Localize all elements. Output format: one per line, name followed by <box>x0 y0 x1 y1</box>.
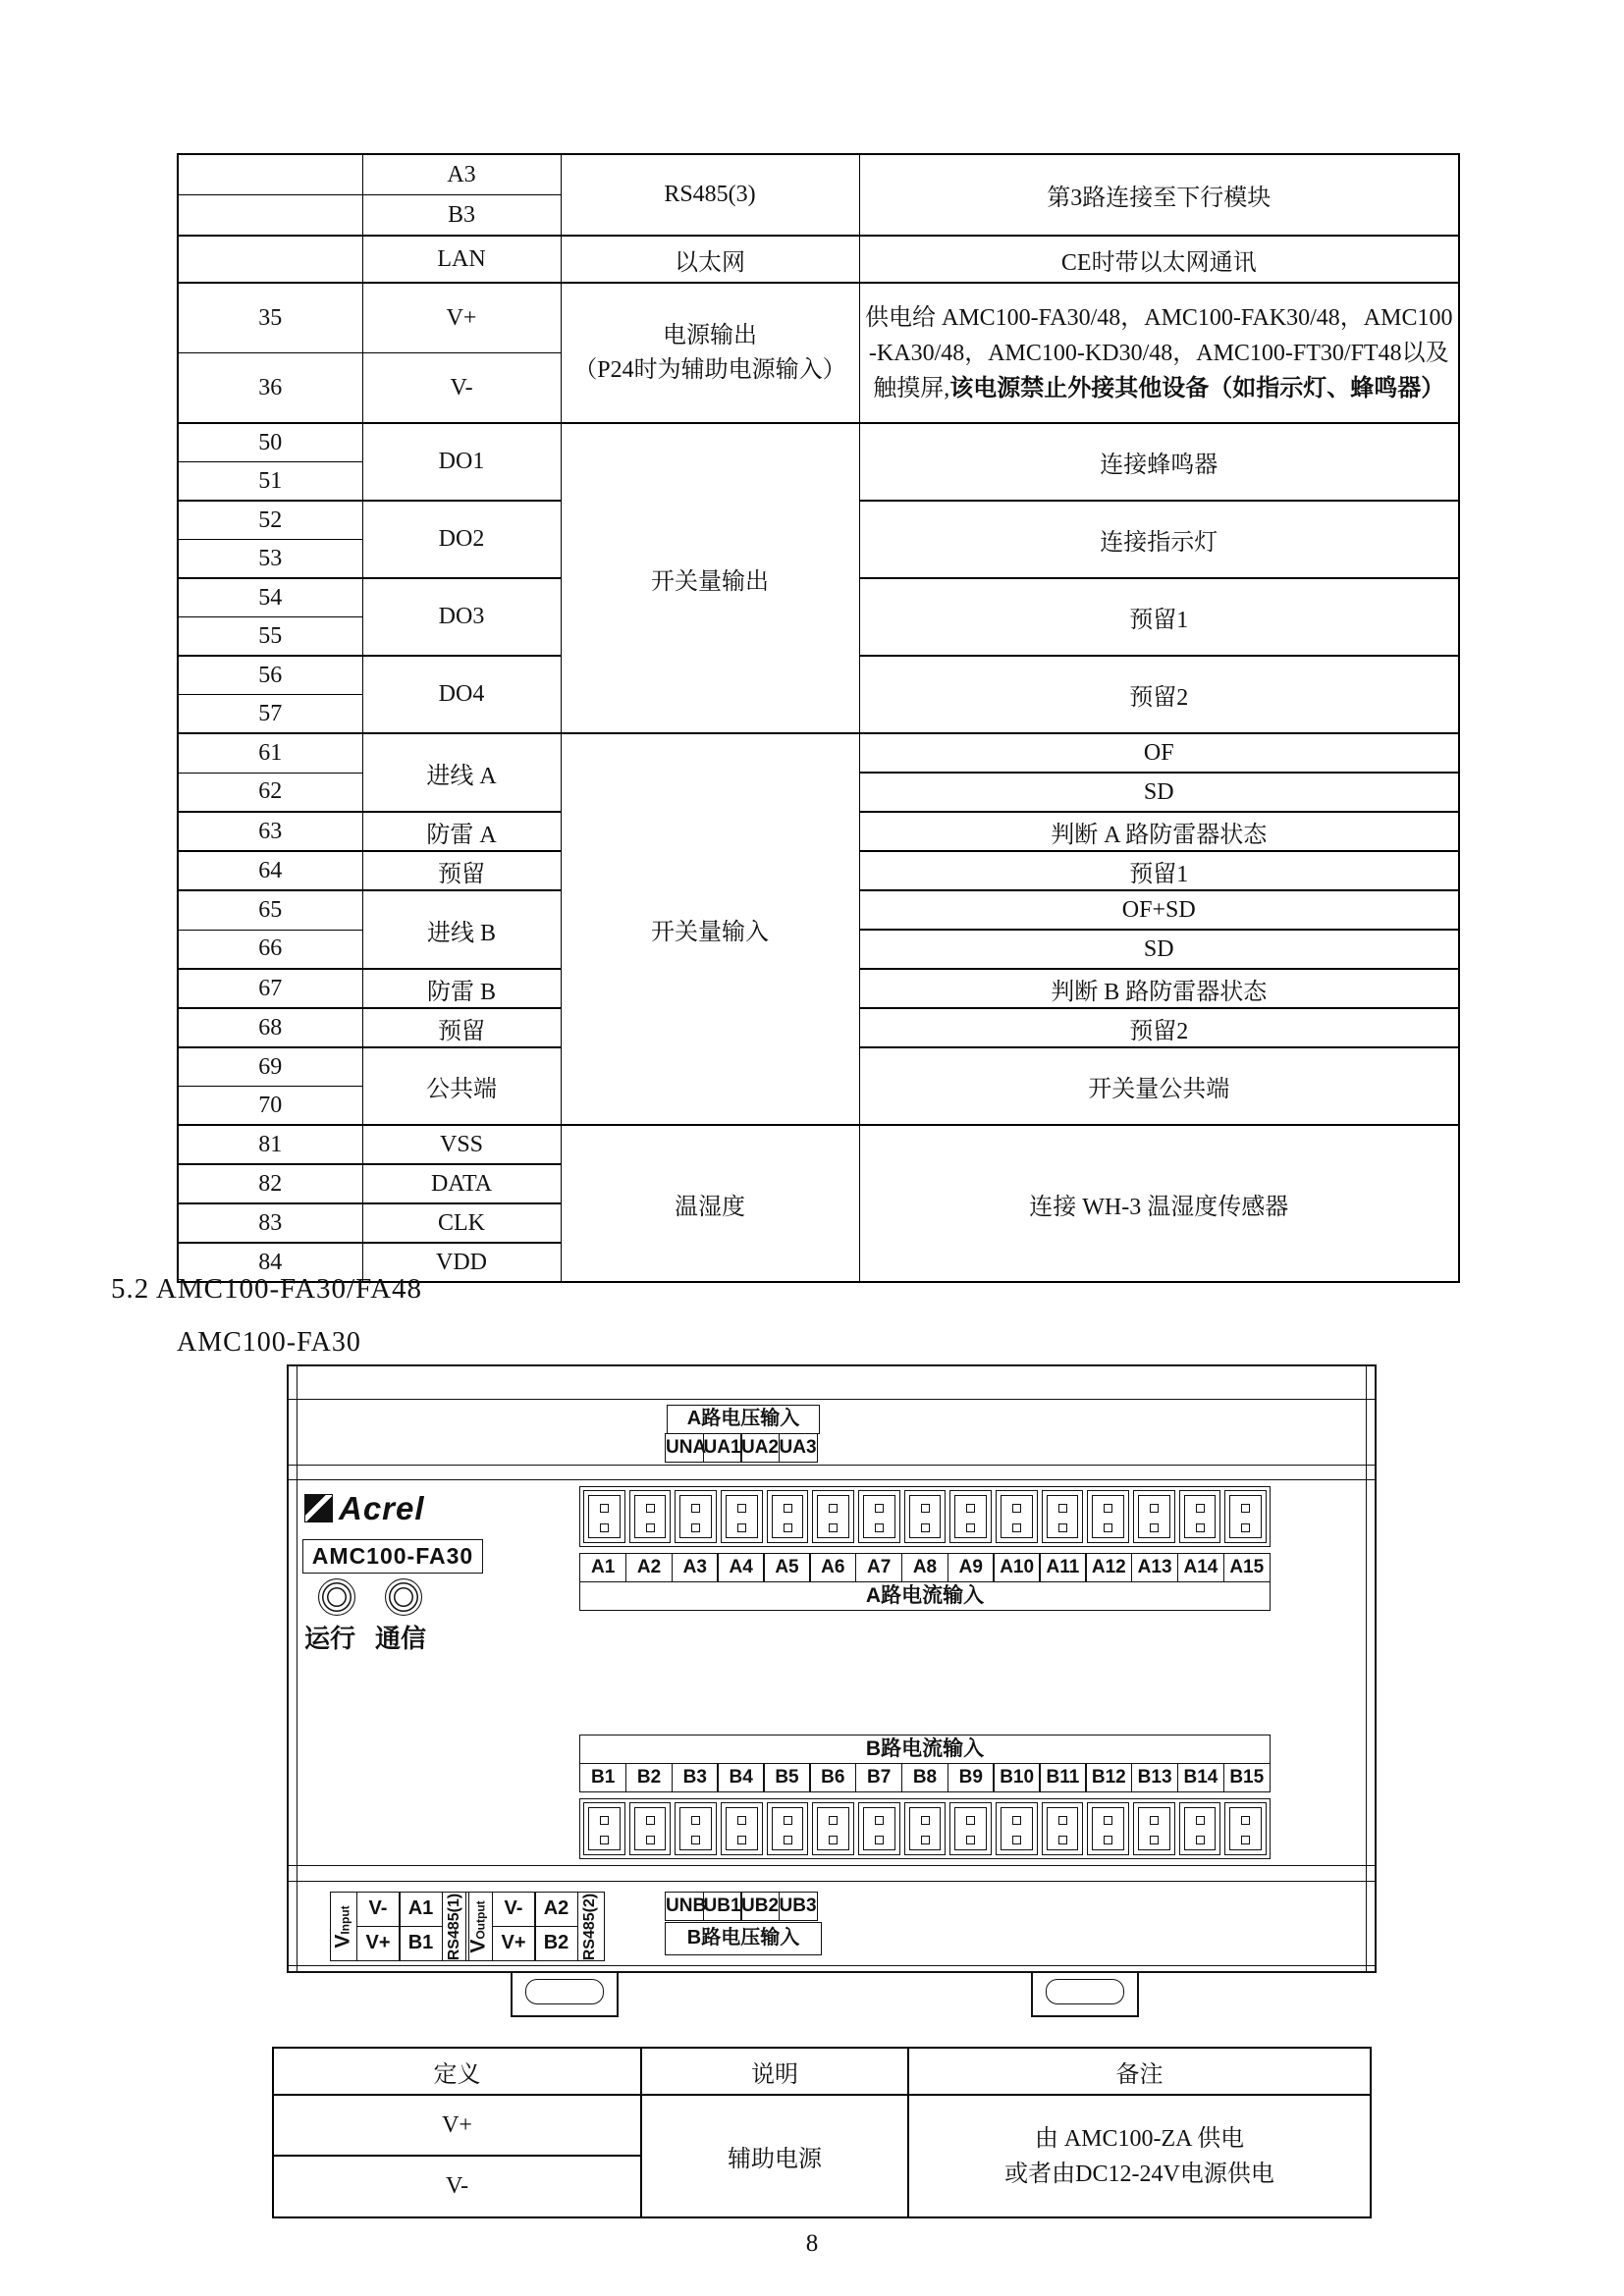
pin-name-cell: 温湿度 <box>561 1125 859 1282</box>
pin-num-cell: 66 <box>178 930 362 969</box>
terminal-label: B14 <box>1177 1763 1224 1792</box>
pin-remark-cell: 连接指示灯 <box>859 501 1459 578</box>
terminal-label: B10 <box>993 1763 1040 1792</box>
pin-num-cell: 67 <box>178 969 362 1008</box>
power-rs485-group-2 <box>465 1892 605 1961</box>
terminal-label: B9 <box>947 1763 995 1792</box>
terminal-label: A3 <box>672 1553 719 1582</box>
terminal-label: B4 <box>717 1763 764 1792</box>
mounting-tab <box>1031 1973 1139 2017</box>
pin-cell: DATA <box>362 1164 561 1203</box>
terminal-cell: UA2 <box>740 1433 780 1463</box>
pin-num-cell: 62 <box>178 773 362 812</box>
pin-num-cell: 65 <box>178 890 362 930</box>
plug-connector <box>1087 1802 1129 1855</box>
terminal-cell: UB3 <box>779 1892 818 1921</box>
pin-remark-cell: 连接蜂鸣器 <box>859 423 1459 501</box>
terminal-label: A1 <box>579 1553 626 1582</box>
pin-cell: V- <box>362 353 561 424</box>
a-voltage-terminals <box>665 1433 818 1463</box>
plug-connector <box>996 1490 1038 1543</box>
pin-num-cell: 81 <box>178 1125 362 1164</box>
pin-remark-cell: OF+SD <box>859 890 1459 930</box>
def-header: 定义 <box>273 2048 641 2095</box>
rs485-1-label: RS485(1) <box>442 1892 469 1961</box>
pin-cell: VSS <box>362 1125 561 1164</box>
frame-divider <box>289 1479 1375 1480</box>
pin-name-cell: 开关量输出 <box>561 423 859 733</box>
terminal-cell: UB1 <box>703 1892 742 1921</box>
remark-header: 备注 <box>908 2048 1371 2095</box>
pin-cell: VDD <box>362 1243 561 1282</box>
pin-cell: DO3 <box>362 578 561 656</box>
a-terminal-labels <box>579 1553 1271 1582</box>
plug-connector <box>949 1802 992 1855</box>
frame-divider <box>289 1865 1375 1866</box>
terminal-label: B2 <box>625 1763 673 1792</box>
pin-num-cell: 69 <box>178 1047 362 1087</box>
pin-cell: 预留 <box>362 1008 561 1047</box>
pin-num-cell: 61 <box>178 733 362 773</box>
page-number: 8 <box>805 2230 819 2257</box>
plug-connector <box>1133 1490 1175 1543</box>
terminal-definition-table <box>177 153 1460 1283</box>
pin-num-cell: 54 <box>178 578 362 617</box>
plug-connector <box>812 1490 854 1543</box>
pin-remark-cell: 判断 B 路防雷器状态 <box>859 969 1459 1008</box>
pin-remark-cell: 预留1 <box>859 851 1459 890</box>
pin-remark-cell: SD <box>859 930 1459 969</box>
pin-remark-cell: CE时带以太网通讯 <box>859 236 1459 283</box>
plug-connector <box>1179 1490 1221 1543</box>
plug-connector <box>1179 1802 1221 1855</box>
terminal-label: A5 <box>763 1553 810 1582</box>
plug-connector <box>583 1802 625 1855</box>
terminal-label: B1 <box>579 1763 626 1792</box>
pin-num-cell: 68 <box>178 1008 362 1047</box>
plug-connector <box>629 1802 672 1855</box>
plug-connector <box>721 1802 763 1855</box>
pin-num-cell: 50 <box>178 423 362 462</box>
terminal-label: A11 <box>1039 1553 1086 1582</box>
pin-num-cell: 64 <box>178 851 362 890</box>
plug-connector <box>767 1802 809 1855</box>
comm-led-label: 通信 <box>375 1624 427 1653</box>
pin-num-cell: 35 <box>178 283 362 353</box>
terminal-label: B7 <box>855 1763 902 1792</box>
pin-remark-cell: 预留2 <box>859 656 1459 733</box>
terminal-cell: UNB <box>665 1892 704 1921</box>
terminal-cell: V+ <box>356 1926 401 1961</box>
pin-remark-cell: 供电给 AMC100-FA30/48，AMC100-FAK30/48，AMC100-KA30/48，AMC100-KD30/48，AMC100-FT30/FT48以及触摸屏,该电源禁止外接其他设备（如指示灯、蜂鸣器） <box>859 283 1459 423</box>
pin-num-cell: 82 <box>178 1164 362 1203</box>
plug-connector <box>1087 1490 1129 1543</box>
plug-connector <box>1224 1490 1267 1543</box>
v-output-label: VOutput <box>465 1892 493 1961</box>
acrel-logo-icon <box>304 1494 333 1522</box>
section-heading: 5.2 AMC100-FA30/FA48 <box>111 1273 423 1305</box>
pin-num-cell: 53 <box>178 540 362 579</box>
pin-cell: 防雷 B <box>362 969 561 1008</box>
def-cell: V+ <box>273 2095 641 2156</box>
plug-connector <box>1224 1802 1267 1855</box>
mounting-slot <box>525 1979 604 2004</box>
plug-connector <box>1133 1802 1175 1855</box>
mounting-tab <box>511 1973 619 2017</box>
pin-num-cell: 57 <box>178 695 362 734</box>
frame-divider <box>289 1881 1375 1882</box>
pin-cell: 防雷 A <box>362 812 561 851</box>
pin-num-cell: 83 <box>178 1203 362 1243</box>
pin-name-cell: 开关量输入 <box>561 733 859 1125</box>
terminal-label: A2 <box>625 1553 673 1582</box>
terminal-label: B6 <box>809 1763 856 1792</box>
frame-divider <box>289 1965 1375 1966</box>
terminal-label: A12 <box>1085 1553 1132 1582</box>
terminal-label: A7 <box>855 1553 902 1582</box>
remark-cell: 由 AMC100-ZA 供电 或者由DC12-24V电源供电 <box>908 2095 1371 2217</box>
v-input-label: VInput <box>330 1892 357 1961</box>
power-rs485-group-1 <box>330 1892 469 1961</box>
plug-connector <box>1042 1490 1084 1543</box>
pin-cell: DO4 <box>362 656 561 733</box>
b-terminal-labels <box>579 1763 1271 1792</box>
pin-num-cell: 52 <box>178 501 362 540</box>
pin-remark-cell: 第3路连接至下行模块 <box>859 154 1459 236</box>
comm-led <box>385 1578 422 1616</box>
terminal-cell: V- <box>492 1892 536 1927</box>
terminal-cell: A1 <box>399 1892 443 1927</box>
pin-cell: DO1 <box>362 423 561 501</box>
def-cell: V- <box>273 2156 641 2217</box>
pin-remark-cell: 开关量公共端 <box>859 1047 1459 1125</box>
pin-cell: DO2 <box>362 501 561 578</box>
terminal-cell: B1 <box>399 1926 443 1961</box>
terminal-label: A8 <box>901 1553 948 1582</box>
terminal-label: B13 <box>1131 1763 1178 1792</box>
brand-name: Acrel <box>339 1490 425 1526</box>
pin-remark-cell: 连接 WH-3 温湿度传感器 <box>859 1125 1459 1282</box>
aux-power-definition-table <box>272 2047 1372 2218</box>
plug-connector <box>767 1490 809 1543</box>
terminal-label: A10 <box>993 1553 1040 1582</box>
pin-num-cell <box>178 154 362 195</box>
pin-num-cell: 63 <box>178 812 362 851</box>
terminal-label: A4 <box>717 1553 764 1582</box>
pin-cell: CLK <box>362 1203 561 1243</box>
desc-cell: 辅助电源 <box>641 2095 908 2217</box>
terminal-label: B8 <box>901 1763 948 1792</box>
plug-connector <box>629 1490 672 1543</box>
pin-remark-cell: 判断 A 路防雷器状态 <box>859 812 1459 851</box>
plug-connector <box>812 1802 854 1855</box>
terminal-cell: B2 <box>534 1926 578 1961</box>
terminal-cell: A2 <box>534 1892 578 1927</box>
pin-num-cell: 51 <box>178 462 362 502</box>
pin-name-cell: 以太网 <box>561 236 859 283</box>
terminal-cell: UA1 <box>703 1433 742 1463</box>
b-voltage-input-label: B路电压输入 <box>665 1922 822 1955</box>
plug-connector <box>904 1490 947 1543</box>
plug-connector <box>583 1490 625 1543</box>
plug-connector <box>1042 1802 1084 1855</box>
plug-connector <box>858 1490 900 1543</box>
terminal-label: B15 <box>1223 1763 1271 1792</box>
rs485-2-label: RS485(2) <box>577 1892 605 1961</box>
pin-cell: LAN <box>362 236 561 283</box>
terminal-label: A9 <box>947 1553 995 1582</box>
pin-cell: 公共端 <box>362 1047 561 1125</box>
pin-num-cell: 55 <box>178 617 362 657</box>
terminal-label: B3 <box>672 1763 719 1792</box>
terminal-label: B12 <box>1085 1763 1132 1792</box>
run-led <box>318 1578 355 1616</box>
pin-num-cell: 36 <box>178 353 362 424</box>
pin-cell: 进线 A <box>362 733 561 812</box>
pin-cell: A3 <box>362 154 561 195</box>
pin-num-cell <box>178 195 362 237</box>
run-led-label: 运行 <box>304 1624 356 1653</box>
terminal-label: B5 <box>763 1763 810 1792</box>
terminal-cell: UNA <box>665 1433 704 1463</box>
pin-remark-cell: OF <box>859 733 1459 773</box>
desc-header: 说明 <box>641 2048 908 2095</box>
pin-name-cell: 电源输出 （P24时为辅助电源输入） <box>561 283 859 423</box>
mounting-slot <box>1046 1979 1124 2004</box>
terminal-cell: V- <box>356 1892 401 1927</box>
pin-remark-cell: SD <box>859 773 1459 812</box>
pin-cell: 进线 B <box>362 890 561 969</box>
terminal-label: A14 <box>1177 1553 1224 1582</box>
a-voltage-input-label: A路电压输入 <box>667 1405 820 1434</box>
section-subheading: AMC100-FA30 <box>177 1327 361 1358</box>
frame-divider <box>289 1465 1375 1466</box>
pin-remark-cell: 预留2 <box>859 1008 1459 1047</box>
pin-cell: V+ <box>362 283 561 353</box>
b-current-input-label: B路电流输入 <box>579 1735 1271 1764</box>
model-label: AMC100-FA30 <box>302 1539 483 1574</box>
plug-connector <box>675 1490 717 1543</box>
pin-remark-cell: 预留1 <box>859 578 1459 656</box>
device-diagram <box>287 1364 1377 1973</box>
pin-cell: 预留 <box>362 851 561 890</box>
pin-cell: B3 <box>362 195 561 237</box>
terminal-label: B11 <box>1039 1763 1086 1792</box>
plug-connector <box>721 1490 763 1543</box>
acrel-logo <box>304 1492 425 1524</box>
pin-num-cell: 70 <box>178 1087 362 1126</box>
pin-name-cell: RS485(3) <box>561 154 859 236</box>
frame-divider <box>289 1399 1375 1400</box>
plug-connector <box>858 1802 900 1855</box>
terminal-cell: V+ <box>492 1926 536 1961</box>
plug-connector <box>949 1490 992 1543</box>
terminal-label: A13 <box>1131 1553 1178 1582</box>
plug-connector <box>904 1802 947 1855</box>
pin-num-cell <box>178 236 362 283</box>
a-terminal-plugs <box>579 1486 1271 1547</box>
b-terminal-plugs <box>579 1798 1271 1859</box>
b-voltage-terminals <box>665 1892 818 1921</box>
pin-num-cell: 56 <box>178 656 362 695</box>
terminal-cell: UB2 <box>740 1892 780 1921</box>
terminal-cell: UA3 <box>779 1433 818 1463</box>
terminal-label: A15 <box>1223 1553 1271 1582</box>
plug-connector <box>996 1802 1038 1855</box>
a-current-input-label: A路电流输入 <box>579 1581 1271 1611</box>
pin-num-cell: 84 <box>178 1243 362 1282</box>
terminal-label: A6 <box>809 1553 856 1582</box>
plug-connector <box>675 1802 717 1855</box>
